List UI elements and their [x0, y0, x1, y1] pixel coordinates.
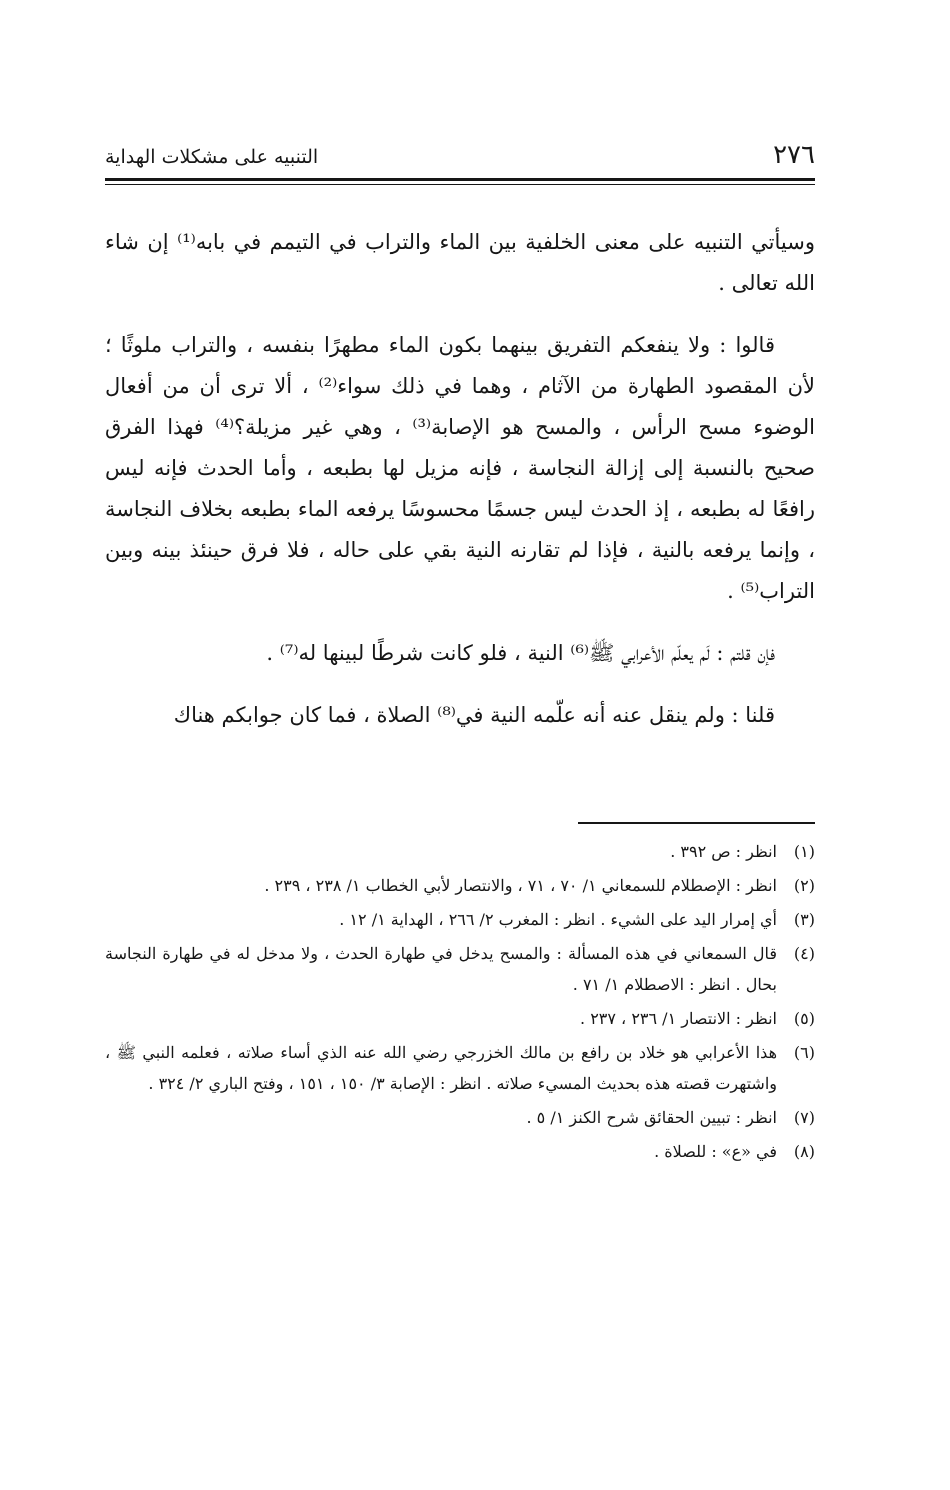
footnote-number: (٤) — [793, 944, 815, 963]
footnote-separator — [578, 822, 815, 824]
footnote-text: هذا الأعرابي هو خلاد بن رافع بن مالك الخزرجي رضي الله عنه الذي أساء صلاته ، فعلمه النبي ﷺ ، واشتهرت قصته هذه بحديث المسيء صلاته . انظر : الإصابة ٣/ ١٥٠ ، ١٥١ ، وفتح الباري ٢/ ٣٢٤ . — [105, 1043, 778, 1093]
footnote — [105, 1102, 815, 1133]
footnote-number: (٧) — [793, 1108, 815, 1127]
footnote-text: انظر : ص ٣٩٢ . — [670, 842, 777, 861]
paragraph: فإن قلتم : لَم يعلّم الأعرابي ﷺ⁽⁶⁾ النية ، فلو كانت شرطًا لبينها له⁽⁷⁾ . — [266, 641, 775, 665]
footnote-number: (٦) — [793, 1043, 815, 1062]
footnote-number: (٨) — [793, 1142, 815, 1161]
footnote-text: أي إمرار اليد على الشيء . انظر : المغرب ٢/ ٢٦٦ ، الهداية ١/ ١٢ . — [339, 910, 777, 929]
footnote — [105, 1003, 815, 1034]
footnote-number: (٢) — [793, 876, 815, 895]
page-number: ٢٧٦ — [773, 140, 815, 170]
main-text — [105, 222, 815, 736]
footnote-number: (١) — [793, 842, 815, 861]
footnote — [105, 870, 815, 901]
running-header — [105, 140, 815, 170]
footnote — [105, 938, 815, 1000]
footnote-text: انظر : الإصطلام للسمعاني ١/ ٧٠ ، ٧١ ، والانتصار لأبي الخطاب ١/ ٢٣٨ ، ٢٣٩ . — [264, 876, 777, 895]
paragraph: وسيأتي التنبيه على معنى الخلفية بين الماء والتراب في التيمم في بابه⁽¹⁾ إن شاء الله تعالى . — [105, 230, 815, 295]
header-rule-thin — [105, 184, 815, 185]
paragraph: قالوا : ولا ينفعكم التفريق بينهما بكون الماء مطهرًا بنفسه ، والتراب ملوثًا ؛ لأن المقصود الطهارة من الآثام ، وهما في ذلك سواء⁽²⁾ ، ألا ترى أن من أفعال الوضوء مسح الرأس ، والمسح هو الإصابة⁽³⁾ ، وهي غير مزيلة؟⁽⁴⁾ فهذا الفرق صحيح بالنسبة إلى إزالة النجاسة ، فإنه مزيل لها بطبعه ، وأما الحدث فإنه ليس رافعًا له بطبعه ، إذ الحدث ليس جسمًا محسوسًا يرفعه الماء بطبعه بخلاف النجاسة ، وإنما يرفعه بالنية ، فإذا لم تقارنه النية بقي على حاله ، فلا فرق حينئذ بينه وبين التراب⁽⁵⁾ . — [105, 333, 815, 603]
footnote-text: في «ع» : للصلاة . — [654, 1142, 777, 1161]
footnotes — [105, 836, 815, 1170]
footnote-text: قال السمعاني في هذه المسألة : والمسح يدخل في طهارة الحدث ، ولا مدخل له في طهارة النجاسة بحال . انظر : الاصطلام ١/ ٧١ . — [105, 944, 777, 994]
paragraph: قلنا : ولم ينقل عنه أنه علّمه النية في⁽⁸⁾ الصلاة ، فما كان جوابكم هناك — [173, 703, 775, 727]
book-title: التنبيه على مشكلات الهداية — [105, 146, 319, 168]
footnote — [105, 904, 815, 935]
footnote — [105, 836, 815, 867]
footnote — [105, 1136, 815, 1167]
footnote — [105, 1037, 815, 1099]
header-rule-thick — [105, 178, 815, 181]
footnote-number: (٥) — [793, 1009, 815, 1028]
footnote-number: (٣) — [793, 910, 815, 929]
footnote-text: انظر : الانتصار ١/ ٢٣٦ ، ٢٣٧ . — [580, 1009, 777, 1028]
footnote-text: انظر : تبيين الحقائق شرح الكنز ١/ ٥ . — [526, 1108, 777, 1127]
